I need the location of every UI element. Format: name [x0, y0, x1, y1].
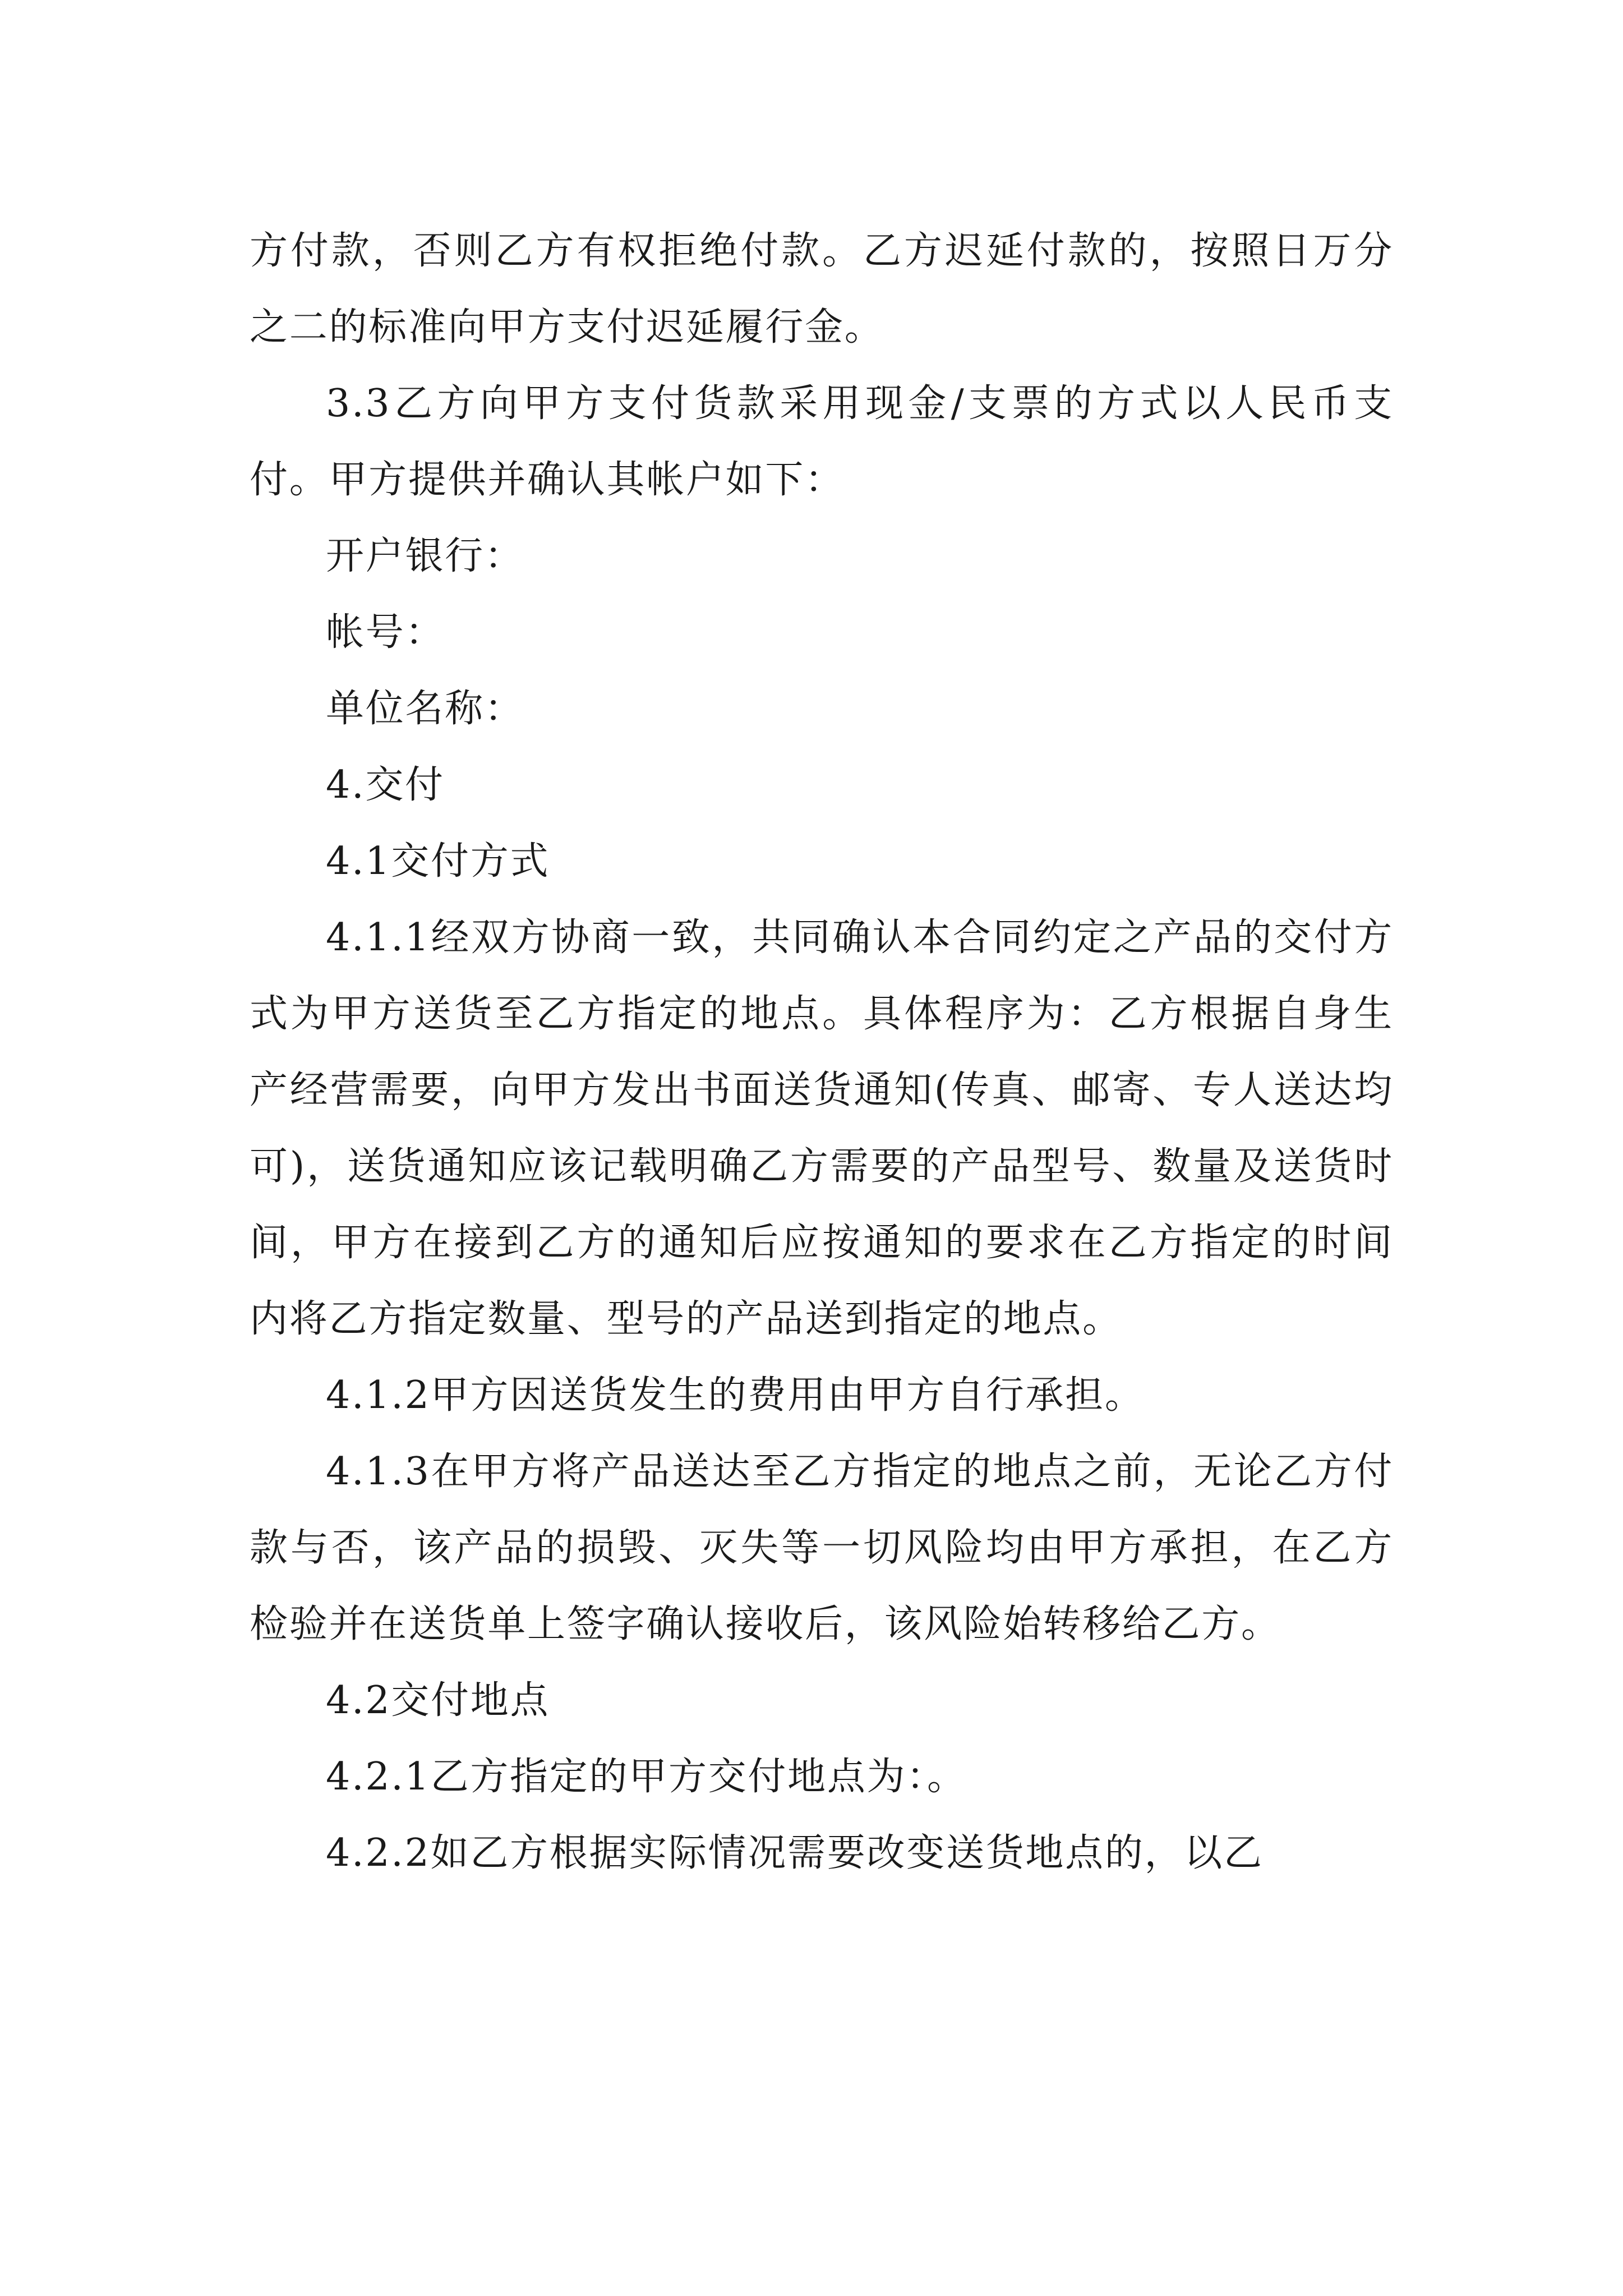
heading-4-delivery: 4.交付: [326, 763, 445, 807]
heading-4-1-delivery-method: 4.1交付方式: [326, 839, 550, 884]
paragraph-4-2-1: 4.2.1乙方指定的甲方交付地点为：。: [326, 1755, 967, 1799]
paragraph-account-number: 帐号：: [326, 610, 445, 655]
paragraph-4-2-2: 4.2.2如乙方根据实际情况需要改变送货地点的，以乙: [326, 1831, 1264, 1875]
heading-4-2-delivery-location: 4.2交付地点: [326, 1678, 550, 1723]
paragraph-3-3-payment-method: 3.3乙方向甲方支付货款采用现金/支票的方式以人民币支付。甲方提供并确认其帐户如下：: [250, 381, 1394, 502]
paragraph-payment-terms-continued: 方付款，否则乙方有权拒绝付款。乙方迟延付款的，按照日万分之二的标准向甲方支付迟延履行金。: [250, 229, 1394, 349]
paragraph-4-1-2: 4.1.2甲方因送货发生的费用由甲方自行承担。: [326, 1373, 1145, 1418]
paragraph-4-1-3: 4.1.3在甲方将产品送达至乙方指定的地点之前，无论乙方付款与否，该产品的损毁、灭失等一切风险均由甲方承担，在乙方检验并在送货单上签字确认接收后，该风险始转移给乙方。: [250, 1450, 1394, 1646]
paragraph-4-1-1: 4.1.1经双方协商一致，共同确认本合同约定之产品的交付方式为甲方送货至乙方指定的地点。具体程序为：乙方根据自身生产经营需要，向甲方发出书面送货通知(传真、邮寄、专人送达均可)，送货通知应该记载明确乙方需要的产品型号、数量及送货时间，甲方在接到乙方的通知后应按通知的要求在乙方指定的时间内将乙方指定数量、型号的产品送到指定的地点。: [250, 915, 1394, 1341]
paragraph-bank-name: 开户银行：: [326, 534, 524, 578]
paragraph-company-name: 单位名称：: [326, 687, 524, 731]
document-body: [250, 213, 1394, 1892]
